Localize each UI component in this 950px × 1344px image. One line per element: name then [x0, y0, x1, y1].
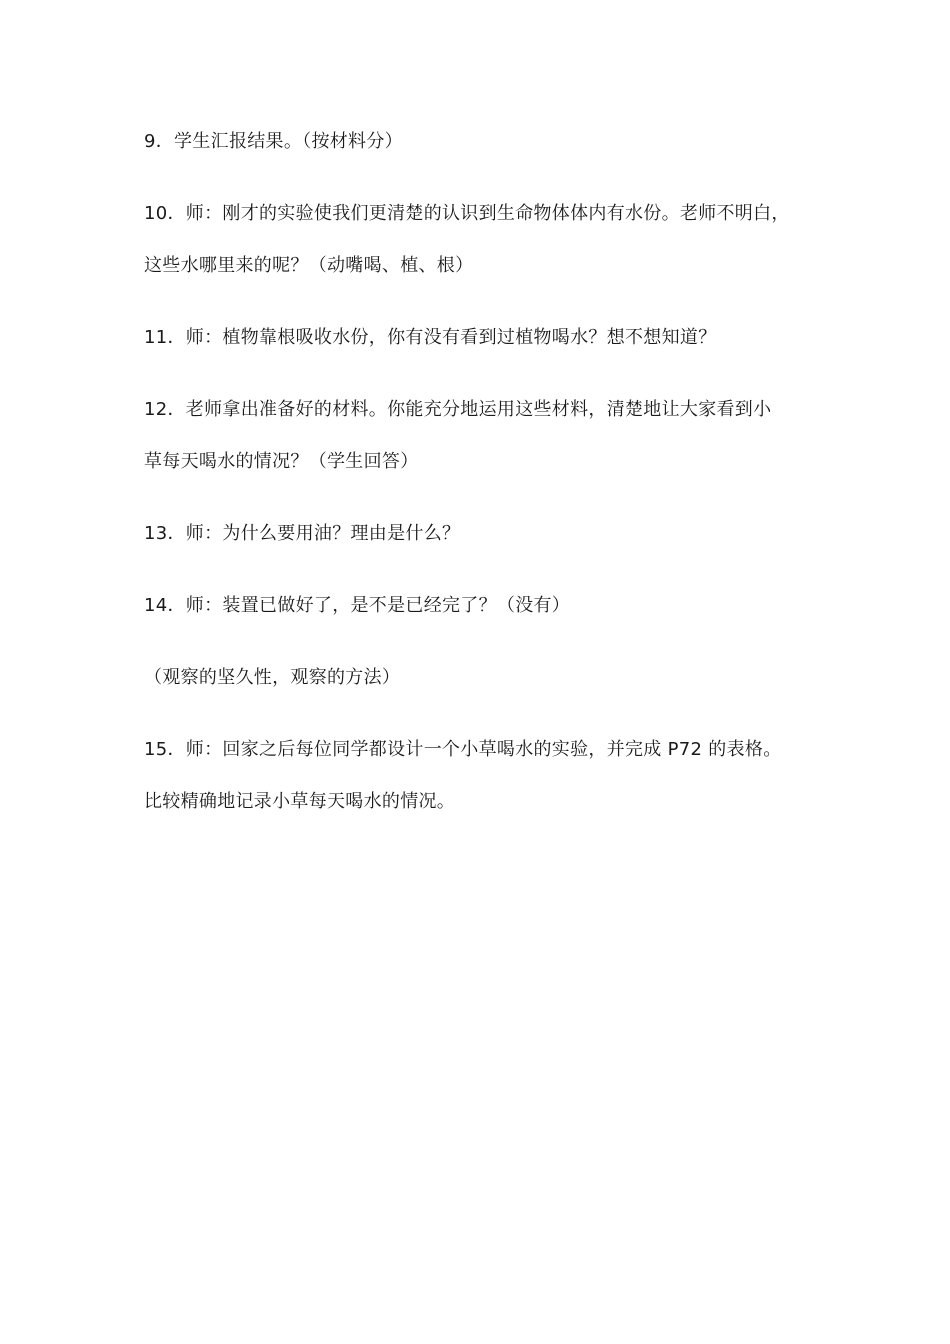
text-line: 11．师：植物靠根吸收水份，你有没有看到过植物喝水？想不想知道？ — [144, 327, 717, 348]
paragraph-15 — [144, 732, 824, 820]
paragraph-14 — [144, 588, 824, 624]
paragraph-9 — [144, 124, 824, 160]
text-line: 13．师：为什么要用油？理由是什么？ — [144, 523, 461, 544]
paragraph-10 — [144, 196, 824, 284]
text-line: 这些水哪里来的呢？（动嘴喝、植、根） — [144, 255, 474, 276]
paragraph-13 — [144, 516, 824, 552]
text-line: 14．师：装置已做好了，是不是已经完了？（没有） — [144, 595, 571, 616]
text-line: 12．老师拿出准备好的材料。你能充分地运用这些材料，清楚地让大家看到小 — [144, 399, 772, 420]
text-line: 10．师：刚才的实验使我们更清楚的认识到生命物体体内有水份。老师不明白， — [144, 203, 790, 224]
text-line: （观察的坚久性，观察的方法） — [144, 667, 401, 688]
paragraph-12 — [144, 392, 824, 480]
paragraph-14-note — [144, 660, 824, 696]
text-line: 15．师：回家之后每位同学都设计一个小草喝水的实验，并完成 P72 的表格。 — [144, 739, 782, 760]
text-line: 9．学生汇报结果。（按材料分） — [144, 131, 403, 152]
document-body — [144, 124, 824, 856]
text-line: 草每天喝水的情况？（学生回答） — [144, 451, 419, 472]
text-line: 比较精确地记录小草每天喝水的情况。 — [144, 791, 456, 812]
paragraph-11 — [144, 320, 824, 356]
